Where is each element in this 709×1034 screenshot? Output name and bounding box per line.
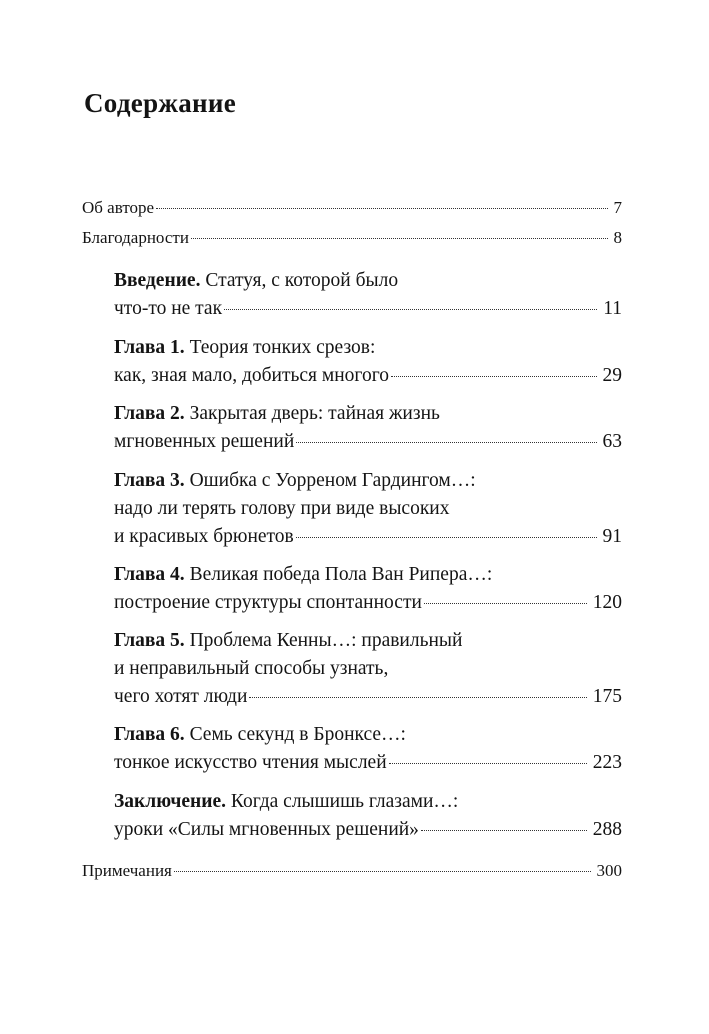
dot-leader — [191, 238, 608, 239]
toc-entry-introduction[interactable] — [114, 270, 622, 292]
toc-entry-chapter-4-last[interactable] — [114, 592, 622, 614]
toc-entry-chapter-2-last[interactable] — [114, 431, 622, 453]
toc-entry-chapter-5[interactable] — [114, 630, 622, 652]
chapter-title-line: чего хотят люди — [114, 686, 248, 707]
chapter-title-line: Семь секунд в Бронксе…: — [189, 724, 406, 745]
dot-leader — [391, 376, 597, 377]
page-number: 288 — [592, 819, 622, 840]
page-number: 8 — [613, 228, 622, 247]
page-number: 11 — [603, 298, 622, 319]
page-number: 223 — [592, 752, 622, 773]
chapter-label: Заключение. — [114, 791, 227, 812]
toc-entry-acknowledgements[interactable] — [82, 228, 622, 248]
toc-entry-chapter-2[interactable] — [114, 403, 622, 425]
chapter-title-line: что-то не так — [114, 298, 223, 319]
toc-entry-chapter-3-last[interactable] — [114, 526, 622, 548]
chapter-label: Глава 5. — [114, 630, 185, 651]
dot-leader — [156, 208, 607, 209]
toc-entry-about-author[interactable] — [82, 198, 622, 218]
dot-leader — [424, 603, 587, 604]
toc-entry-introduction-last[interactable] — [114, 298, 622, 320]
chapter-title-line: мгновенных решений — [114, 431, 295, 452]
chapter-label: Глава 2. — [114, 403, 185, 424]
chapter-title-line: Когда слышишь глазами…: — [230, 791, 459, 812]
page-number: 91 — [602, 526, 622, 547]
toc-entry-chapter-3[interactable] — [114, 470, 622, 492]
chapter-title-line: Статуя, с которой было — [205, 270, 399, 291]
chapter-title-line: построение структуры спонтанности — [114, 592, 422, 613]
chapter-title-line: Проблема Кенны…: правильный — [189, 630, 463, 651]
chapter-title-line: и красивых брюнетов — [114, 526, 294, 547]
chapter-label: Глава 4. — [114, 564, 185, 585]
chapter-title-line: Теория тонких срезов: — [189, 337, 376, 358]
dot-leader — [174, 871, 591, 872]
toc-entry-chapter-6-last[interactable] — [114, 752, 622, 774]
entry-title: Благодарности — [82, 228, 189, 247]
toc-entry-conclusion[interactable] — [114, 791, 622, 813]
dot-leader — [296, 537, 597, 538]
dot-leader — [249, 697, 586, 698]
page-number: 63 — [602, 431, 622, 452]
chapter-title-line: как, зная мало, добиться многого — [114, 365, 389, 386]
toc-entry-chapter-1[interactable] — [114, 337, 622, 359]
page-number: 175 — [592, 686, 622, 707]
toc-entry-chapter-6[interactable] — [114, 724, 622, 746]
toc-entry-notes[interactable] — [82, 861, 622, 881]
chapter-label: Глава 6. — [114, 724, 185, 745]
chapter-label: Введение. — [114, 270, 201, 291]
chapter-title-line: тонкое искусство чтения мыслей — [114, 752, 387, 773]
page-number: 120 — [592, 592, 622, 613]
chapter-title-line: Закрытая дверь: тайная жизнь — [189, 403, 440, 424]
dot-leader — [421, 830, 587, 831]
entry-title: Об авторе — [82, 198, 155, 217]
chapter-label: Глава 3. — [114, 470, 185, 491]
toc-entry-chapter-5-last[interactable] — [114, 686, 622, 708]
toc-entry-chapter-4[interactable] — [114, 564, 622, 586]
chapter-label: Глава 1. — [114, 337, 185, 358]
page-number: 300 — [596, 861, 622, 880]
dot-leader — [296, 442, 596, 443]
page-number: 29 — [602, 365, 622, 386]
chapter-title-line: и неправильный способы узнать, — [114, 658, 389, 679]
page-number: 7 — [613, 198, 622, 217]
toc-entry-conclusion-last[interactable] — [114, 819, 622, 841]
chapter-title-line: Ошибка с Уорреном Гардингом…: — [189, 470, 476, 491]
chapter-title-line: Великая победа Пола Ван Рипера…: — [189, 564, 493, 585]
dot-leader — [224, 309, 597, 310]
entry-title: Примечания — [82, 861, 172, 880]
dot-leader — [389, 763, 587, 764]
toc-entry-chapter-1-last[interactable] — [114, 365, 622, 387]
chapter-title-line: надо ли терять голову при виде высоких — [114, 498, 450, 519]
chapter-title-line: уроки «Силы мгновенных решений» — [114, 819, 419, 840]
page-title: Содержание — [84, 88, 237, 118]
